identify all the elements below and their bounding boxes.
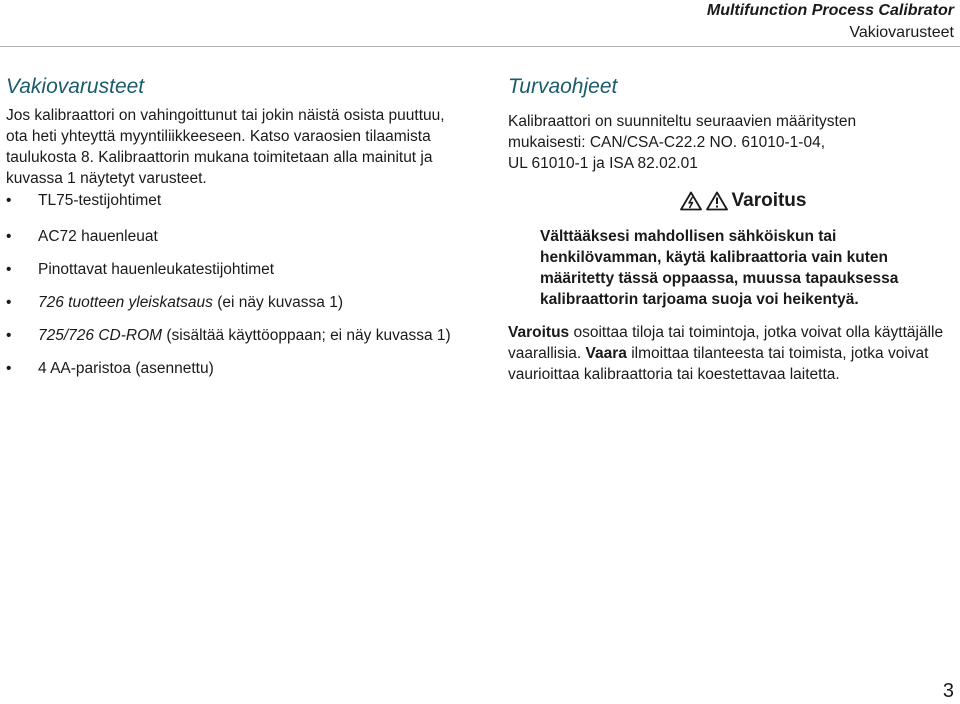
- bullet-icon: •: [6, 294, 12, 311]
- list-item: [6, 326, 466, 346]
- list-item: [6, 293, 466, 313]
- bullet-icon: •: [6, 192, 12, 209]
- right-column: [508, 75, 948, 385]
- list-item: [6, 260, 466, 280]
- bullet-icon: •: [6, 327, 12, 344]
- list-item-italic: 725/726 CD-ROM: [38, 327, 163, 344]
- bullet-icon: •: [6, 360, 12, 377]
- list-item-text: (sisältää käyttöoppaan; ei näy kuvassa 1): [162, 327, 451, 344]
- caution-triangle-icon: [706, 191, 728, 211]
- safety-intro-line: UL 61010-1 ja ISA 82.02.01: [508, 155, 698, 172]
- warning-body: Välttääksesi mahdollisen sähköiskun tai henkilövamman, käytä kalibraattoria vain kuten määritetty tässä oppaassa, muussa tapauksessa kalibraattorin tarjoama suoja voi heikentyä.: [540, 228, 899, 308]
- left-column: [6, 75, 466, 392]
- warning-term: Varoitus: [508, 324, 570, 341]
- bullet-icon: •: [6, 228, 12, 245]
- warning-heading: [508, 188, 948, 214]
- danger-term-text: ilmoittaa tilanteesta tai toimista, jotka voivat vaurioittaa kalibraattoria tai koestettavaa laitetta.: [508, 345, 929, 383]
- safety-intro: [508, 111, 948, 174]
- header-title: Multifunction Process Calibrator: [706, 2, 954, 19]
- list-item-text: 4 AA-paristoa (asennettu): [38, 360, 214, 377]
- list-item: [6, 359, 466, 379]
- warning-title: Varoitus: [731, 190, 807, 211]
- list-item-text: (ei näy kuvassa 1): [212, 294, 344, 311]
- list-item-text: Pinottavat hauenleukatestijohtimet: [38, 261, 275, 278]
- list-item-text: AC72 hauenleuat: [38, 228, 158, 245]
- shock-hazard-icon: [680, 191, 702, 211]
- header-divider: [0, 46, 960, 47]
- list-item: [6, 191, 466, 211]
- accessories-paragraph: Jos kalibraattori on vahingoittunut tai jokin näistä osista puuttuu, ota heti yhteyttä myyntiliikkeeseen. Katso varaosien tilaamista taulukosta 8. Kalibraattorin mukana toimitetaan alla mainitut ja kuvassa 1 näytetyt varusteet.: [6, 107, 445, 187]
- safety-intro-line: Kalibraattori on suunniteltu seuraavien määritysten: [508, 113, 857, 130]
- warning-explanation: [508, 322, 948, 385]
- list-item-text: TL75-testijohtimet: [38, 192, 162, 209]
- page-number: 3: [942, 680, 954, 702]
- page-header: [707, 0, 954, 44]
- danger-term: Vaara: [585, 345, 627, 362]
- list-item-italic: 726 tuotteen yleiskatsaus: [38, 294, 213, 311]
- list-item: [6, 227, 466, 247]
- warning-term-text: osoittaa tiloja tai toimintoja, jotka voivat olla käyttäjälle vaarallisia.: [508, 324, 944, 362]
- safety-intro-line: mukaisesti: CAN/CSA-C22.2 NO. 61010-1-04,: [508, 134, 826, 151]
- header-subtitle: Vakiovarusteet: [849, 24, 954, 41]
- accessories-heading: Vakiovarusteet: [6, 75, 145, 98]
- accessories-list: [6, 191, 466, 379]
- bullet-icon: •: [6, 261, 12, 278]
- safety-heading: Turvaohjeet: [508, 75, 618, 98]
